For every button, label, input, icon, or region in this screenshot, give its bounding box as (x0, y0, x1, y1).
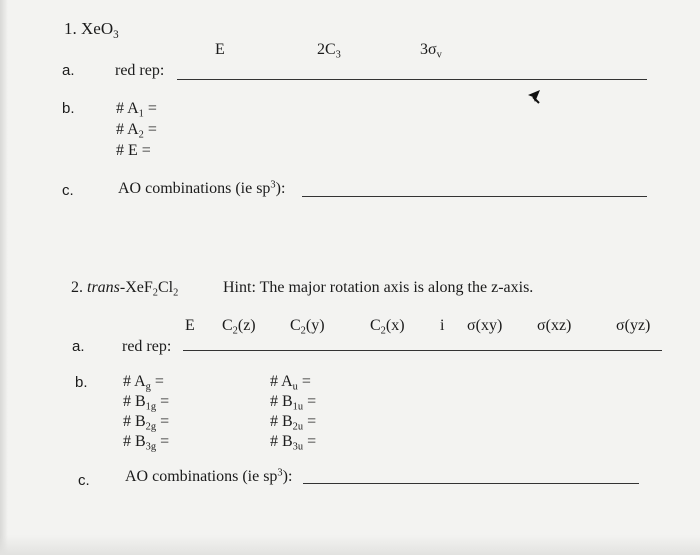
q1-part-b-letter: b. (62, 100, 75, 117)
q1-header-2c3: $2C_3$ (317, 41, 341, 61)
page-bottom-shadow (0, 535, 700, 555)
q1-part-a-letter: a. (62, 62, 75, 79)
q2-header-sigma-xy: σ(xy) (467, 317, 503, 334)
q2-irrep-b3g: # $B_{3g}$ = (123, 433, 170, 453)
q2-part-c-letter: c. (78, 472, 90, 489)
q2-header-e: E (185, 317, 195, 334)
q1-irrep-a2: # $A_2$ = (116, 121, 157, 141)
q2-irrep-ag: # $A_g$ = (123, 373, 164, 393)
q2-header-sigma-yz: σ(yz) (616, 317, 651, 334)
q2-irrep-b1u: # $B_{1u}$ = (270, 393, 317, 413)
page-edge-shadow (0, 0, 8, 555)
q2-header-c2y: $C_2(y)$ (290, 317, 325, 337)
q2-part-a-letter: a. (72, 338, 85, 355)
q2-header-c2z: $C_2(z)$ (222, 317, 256, 337)
q1-part-c-letter: c. (62, 182, 74, 199)
q1-title: 1. XeO$_3$ (64, 19, 119, 41)
q2-red-rep-label: red rep: (122, 338, 172, 355)
q2-ao-answer-line[interactable] (303, 483, 639, 484)
q1-ao-answer-line[interactable] (302, 196, 647, 197)
q2-header-i: i (440, 317, 445, 334)
q2-title: 2. trans-$XeF_2Cl_2$ (71, 279, 179, 299)
q2-irrep-b1g: # $B_{1g}$ = (123, 393, 170, 413)
q2-header-sigma-xz: σ(xz) (537, 317, 572, 334)
q2-part-b-letter: b. (75, 374, 88, 391)
q1-ao-combinations-label: AO combinations (ie $sp^3$): (118, 179, 286, 197)
q1-header-3sigma-v: $3\sigma_v$ (420, 41, 442, 61)
q1-red-rep-label: red rep: (115, 62, 165, 79)
mouse-cursor-icon (524, 86, 546, 108)
q2-irrep-b2u: # $B_{2u}$ = (270, 413, 317, 433)
q1-irrep-a1: # $A_1$ = (116, 100, 157, 120)
q2-irrep-au: # $A_u$ = (270, 373, 311, 393)
q2-irrep-b2g: # $B_{2g}$ = (123, 413, 170, 433)
q2-hint: Hint: The major rotation axis is along the z-axis. (223, 279, 534, 296)
q1-irrep-e: # E = (116, 142, 151, 159)
q1-red-rep-answer-line[interactable] (177, 79, 647, 80)
q2-header-c2x: $C_2(x)$ (370, 317, 405, 337)
q2-ao-combinations-label: AO combinations (ie $sp^3$): (125, 467, 293, 485)
q1-header-e: E (215, 41, 225, 58)
q2-red-rep-answer-line[interactable] (183, 350, 662, 351)
q2-irrep-b3u: # $B_{3u}$ = (270, 433, 317, 453)
